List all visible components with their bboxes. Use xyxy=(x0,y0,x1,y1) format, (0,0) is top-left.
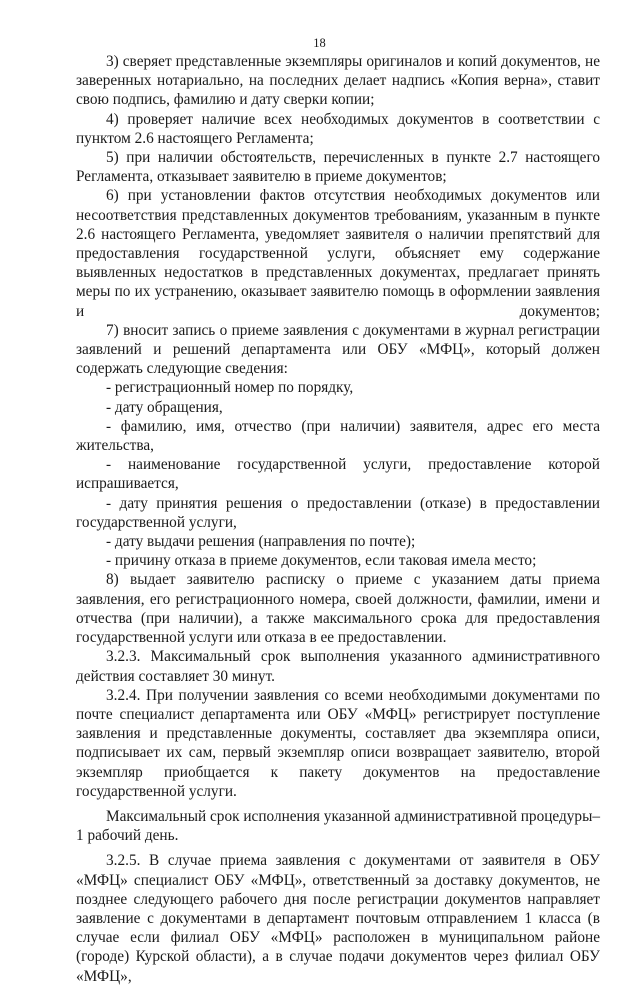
list-item-service: - наименование государственной услуги, предоставление которой испрашивается, xyxy=(76,456,600,493)
paragraph-item-7: 7) вносит запись о приеме заявления с документами в журнал регистрации заявлений и решений департамента или ОБУ «МФЦ», который должен содержать следующие сведения: xyxy=(76,321,600,378)
list-item-date: - дату обращения, xyxy=(106,398,223,416)
paragraph-item-5: 5) при наличии обстоятельств, перечисленных в пункте 2.7 настоящего Регламента, отказывает заявителю в приеме документов; xyxy=(76,149,600,186)
paragraph-max-term: Максимальный срок исполнения указанной административной процедуры– 1 рабочий день. xyxy=(76,807,601,845)
page-number: 18 xyxy=(313,36,326,50)
list-item-refusal-reason: - причину отказа в приеме документов, если таковая имела место; xyxy=(106,552,537,570)
paragraph-3-2-5: 3.2.5. В случае приема заявления с документами от заявителя в ОБУ «МФЦ» специалист ОБУ «МФЦ», ответственный за доставку документов, не позднее следующего рабочего дня после регистрации документов направляет заявление с документами в департамент почтовым отправлением 1 класса (в случае если филиал ОБУ «МФЦ» расположен в муниципальном районе (городе) Курской области), а в случае подачи документов через филиал ОБУ «МФЦ», xyxy=(76,852,600,985)
list-item-issue-date: - дату выдачи решения (направления по почте); xyxy=(106,533,416,551)
paragraph-3-2-3: 3.2.3. Максимальный срок выполнения указанного административного действия составляет 30 минут. xyxy=(76,648,600,685)
list-item-reg-number: - регистрационный номер по порядку, xyxy=(106,379,354,397)
list-item-decision-date: - дату принятия решения о предоставлении (отказе) в предоставлении государственной услуги, xyxy=(76,494,600,531)
paragraph-item-8: 8) выдает заявителю расписку о приеме с указанием даты приема заявления, его регистрационного номера, своей должности, фамилии, имени и отчества (при наличии), а также максимального срока для предоставления государственной услуги или отказа в ее предоставлении. xyxy=(76,571,600,647)
paragraph-3-2-4: 3.2.4. При получении заявления со всеми необходимыми документами по почте специалист департамента или ОБУ «МФЦ» регистрирует поступление заявления и представленные документы, составляет два экземпляра описи, подписывает их сам, первый экземпляр описи возвращает заявителю, второй экземпляр приобщается к пакету документов на предоставление государственной услуги. xyxy=(76,686,600,800)
list-item-name: - фамилию, имя, отчество (при наличии) заявителя, адрес его места жительства, xyxy=(76,417,600,455)
paragraph-item-6: 6) при установлении фактов отсутствия необходимых документов или несоответствия представленных документов требованиям, указанным в пункте 2.6 настоящего Регламента, уведомляет заявителя о наличии препятствий для предоставления государственной услуги, объясняет ему содержание выявленных недостатков в представленных документах, предлагает принять меры по их устранению, оказывает заявителю помощь в оформлении заявления и документов; xyxy=(76,187,600,320)
paragraph-item-3: 3) сверяет представленные экземпляры оригиналов и копий документов, не заверенных нотариально, на последних делает надпись «Копия верна», ставит свою подпись, фамилию и дату сверки копии; xyxy=(76,53,600,109)
document-body xyxy=(76,52,600,986)
paragraph-item-4: 4) проверяет наличие всех необходимых документов в соответствии с пунктом 2.6 настоящего Регламента; xyxy=(76,110,600,147)
